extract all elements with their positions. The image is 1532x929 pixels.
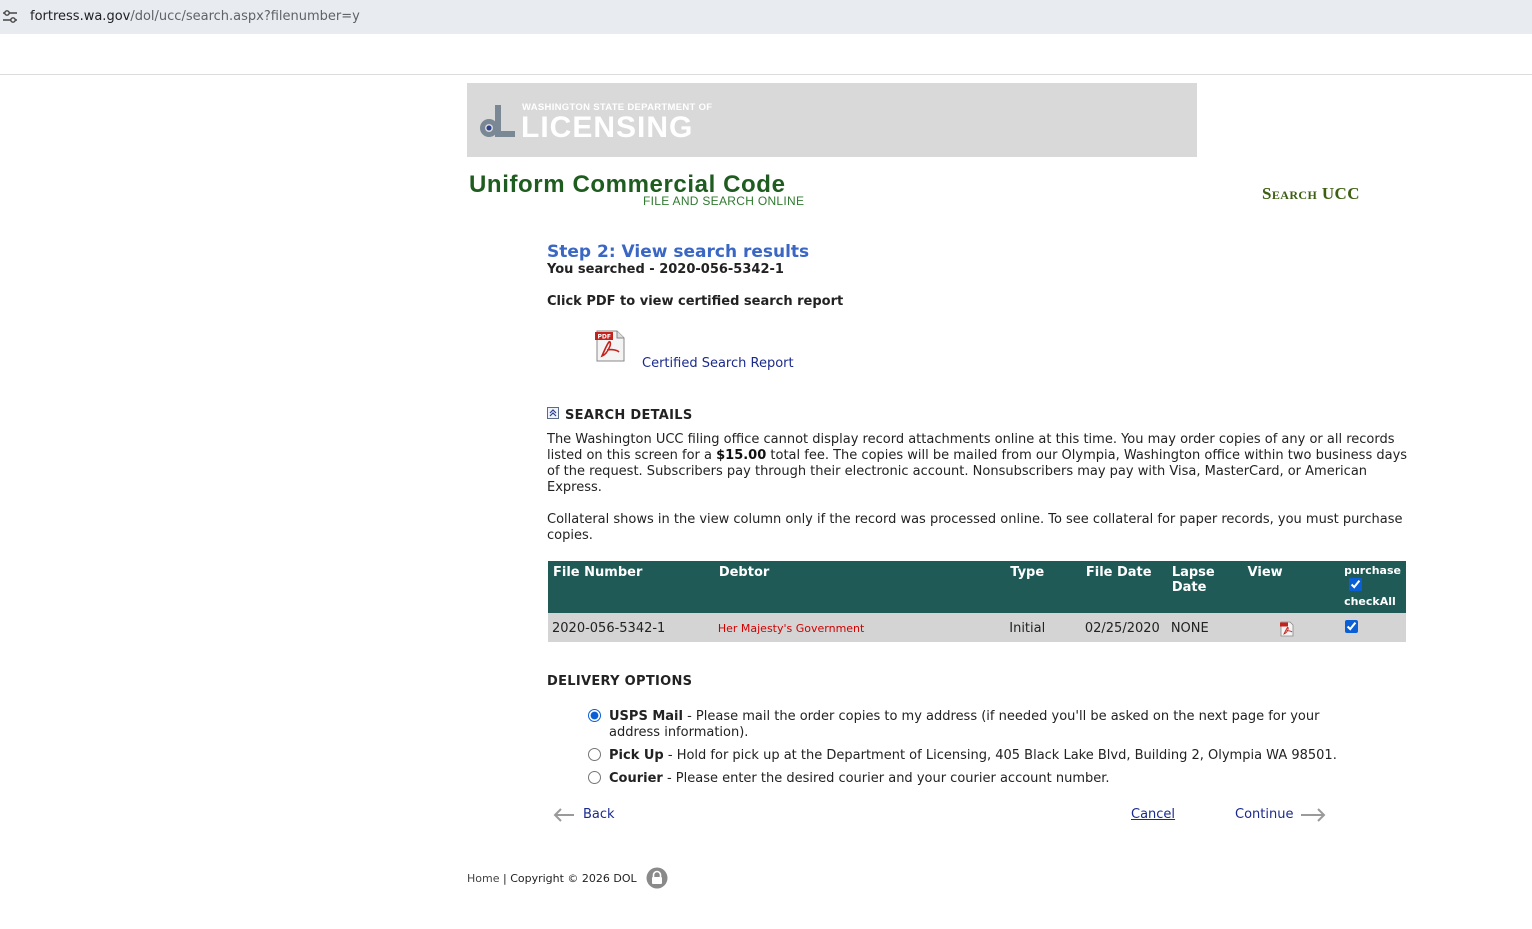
continue-link[interactable]: Continue bbox=[1235, 807, 1294, 822]
delivery-option-pickup bbox=[588, 748, 1348, 766]
svg-text:PDF: PDF bbox=[597, 333, 611, 341]
notice-text-b: total fee. The copies will be mailed from our Olympia, Washington office within two business days of the request. Subscribers pay through their electronic account. Nonsubscribers may pay with Visa, MasterCard, or American Express. bbox=[547, 448, 1408, 495]
table-row bbox=[548, 614, 1406, 642]
search-details-heading: SEARCH DETAILS bbox=[565, 408, 693, 423]
col-type: Type bbox=[1005, 561, 1081, 614]
url-path: /dol/ucc/search.aspx?filenumber=y bbox=[130, 9, 360, 24]
site-settings-icon[interactable] bbox=[2, 10, 18, 24]
pdf-instruction: Click PDF to view certified search report bbox=[547, 294, 844, 309]
cell-type: Initial bbox=[1005, 614, 1081, 642]
purchase-checkbox[interactable] bbox=[1345, 620, 1358, 633]
step-title: Step 2: View search results bbox=[547, 242, 810, 262]
courier-label: Courier bbox=[609, 771, 663, 786]
col-view: View bbox=[1243, 561, 1340, 614]
continue-arrow-icon[interactable] bbox=[1300, 808, 1326, 822]
col-lapse-date: Lapse Date bbox=[1167, 561, 1243, 614]
browser-address-bar[interactable] bbox=[0, 0, 1532, 34]
cell-view bbox=[1243, 614, 1340, 642]
pdf-icon[interactable] bbox=[593, 329, 627, 363]
pick-up-desc: - Hold for pick up at the Department of Licensing, 405 Black Lake Blvd, Building 2, Olympia WA 98501. bbox=[663, 748, 1337, 763]
col-purchase bbox=[1339, 561, 1406, 614]
fee-amount: $15.00 bbox=[716, 448, 767, 463]
search-ucc-link[interactable]: Search UCC bbox=[1262, 184, 1360, 203]
col-debtor: Debtor bbox=[714, 561, 1005, 614]
purchase-label: purchase bbox=[1344, 564, 1401, 577]
footer-separator: | bbox=[499, 872, 511, 885]
url-host: fortress.wa.gov bbox=[30, 9, 131, 24]
check-all-label: checkAll bbox=[1344, 595, 1396, 608]
check-all-checkbox[interactable] bbox=[1349, 578, 1362, 591]
attachments-notice bbox=[547, 432, 1417, 496]
delivery-options-heading: DELIVERY OPTIONS bbox=[547, 674, 693, 689]
footer bbox=[467, 872, 637, 885]
cell-lapse-date: NONE bbox=[1167, 614, 1243, 642]
delivery-option-courier bbox=[588, 771, 1348, 789]
usps-mail-desc: - Please mail the order copies to my address (if needed you'll be asked on the next page for your address information). bbox=[609, 709, 1320, 740]
copyright-text: Copyright © 2026 DOL bbox=[510, 872, 637, 885]
back-arrow-icon[interactable] bbox=[553, 808, 575, 822]
back-link[interactable]: Back bbox=[583, 807, 615, 822]
cell-file-number: 2020-056-5342-1 bbox=[548, 614, 714, 642]
cell-file-date: 02/25/2020 bbox=[1081, 614, 1167, 642]
dept-line: WASHINGTON STATE DEPARTMENT OF bbox=[522, 102, 713, 113]
col-file-number: File Number bbox=[548, 561, 714, 614]
url-text[interactable] bbox=[30, 9, 360, 24]
pick-up-label: Pick Up bbox=[609, 748, 664, 763]
dol-logo-icon bbox=[475, 103, 517, 139]
lock-icon bbox=[646, 867, 668, 889]
notice-text-a: The Washington UCC filing office cannot display record attachments online at this time. You may order copies of any or all records listed on this screen for a bbox=[547, 432, 1395, 463]
delivery-option-usps bbox=[588, 709, 1348, 743]
licensing-wordmark: LICENSING bbox=[521, 111, 694, 144]
certified-search-report-link[interactable]: Certified Search Report bbox=[642, 356, 794, 371]
col-file-date: File Date bbox=[1081, 561, 1167, 614]
dol-banner bbox=[467, 83, 1197, 157]
table-header-row bbox=[548, 561, 1406, 614]
page-title: Uniform Commercial Code bbox=[469, 171, 786, 198]
cancel-link[interactable]: Cancel bbox=[1131, 807, 1176, 822]
collateral-notice: Collateral shows in the view column only if the record was processed online. To see collateral for paper records, you must purchase copies. bbox=[547, 512, 1403, 543]
courier-radio[interactable] bbox=[588, 771, 601, 784]
collapse-toggle-icon[interactable] bbox=[547, 407, 559, 419]
results-table bbox=[548, 561, 1406, 642]
toolbar-divider bbox=[0, 74, 1532, 75]
debtor-link[interactable]: Her Majesty's Government bbox=[717, 622, 865, 635]
courier-desc: - Please enter the desired courier and your courier account number. bbox=[662, 771, 1110, 786]
view-pdf-icon[interactable] bbox=[1279, 621, 1295, 637]
cell-purchase bbox=[1339, 614, 1406, 642]
home-link[interactable]: Home bbox=[467, 872, 500, 885]
usps-mail-radio[interactable] bbox=[588, 709, 601, 722]
pick-up-radio[interactable] bbox=[588, 748, 601, 761]
cell-debtor bbox=[714, 614, 1005, 642]
search-query-label: You searched - 2020-056-5342-1 bbox=[547, 262, 784, 277]
usps-mail-label: USPS Mail bbox=[609, 709, 683, 724]
page-subtitle: FILE AND SEARCH ONLINE bbox=[643, 194, 805, 208]
